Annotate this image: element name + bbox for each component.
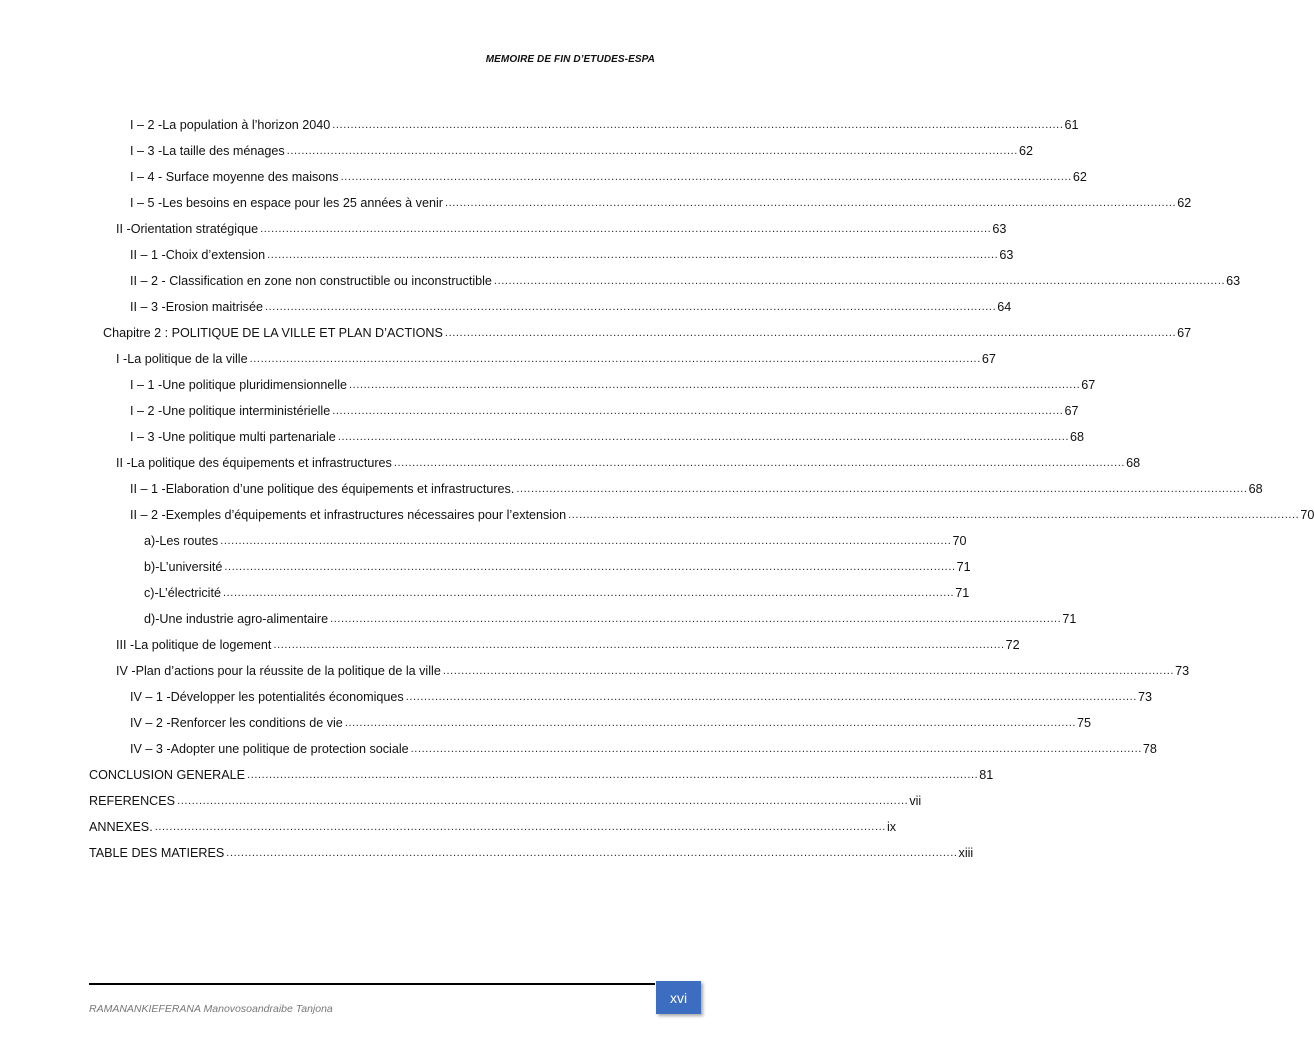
toc-entry-page: vii	[909, 794, 922, 808]
toc-entry[interactable]	[89, 528, 967, 554]
toc-entry-page: 72	[1005, 638, 1020, 652]
toc-entry-page: ix	[886, 820, 897, 834]
toc-entry[interactable]	[89, 112, 1079, 138]
running-header: MEMOIRE DE FIN D’ETUDES-ESPA	[485, 54, 655, 65]
toc-entry[interactable]	[89, 346, 996, 372]
toc-dot-leader: ........................................................................................................................................................................................................	[340, 171, 1072, 183]
toc-entry-title: Chapitre 2 : POLITIQUE DE LA VILLE ET PLAN D’ACTIONS	[103, 326, 443, 340]
toc-dot-leader: ........................................................................................................................................................................................................	[568, 509, 1300, 521]
toc-entry-page: 68	[1126, 456, 1141, 470]
toc-dot-leader: ........................................................................................................................................................................................................	[516, 483, 1248, 495]
toc-entry[interactable]	[89, 476, 1263, 502]
toc-entry[interactable]	[89, 684, 1152, 710]
toc-entry-title: I – 5 -Les besoins en espace pour les 25 années à venir	[130, 196, 443, 210]
toc-dot-leader: ........................................................................................................................................................................................................	[337, 431, 1070, 443]
toc-entry[interactable]	[89, 710, 1092, 736]
table-of-contents	[89, 112, 1314, 866]
toc-entry-title: d)-Une industrie agro-alimentaire	[144, 612, 329, 626]
toc-entry-page: 73	[1137, 690, 1152, 704]
toc-dot-leader: ........................................................................................................................................................................................................	[330, 613, 1062, 625]
toc-entry-title: I -La politique de la ville	[116, 352, 248, 366]
toc-entry-title: I – 1 -Une politique pluridimensionnelle	[130, 378, 348, 392]
toc-entry[interactable]	[89, 736, 1157, 762]
toc-entry-page: 70	[1300, 508, 1314, 522]
footer-divider	[89, 983, 655, 985]
toc-entry-page: 61	[1064, 118, 1079, 132]
toc-dot-leader: ........................................................................................................................................................................................................	[444, 327, 1177, 339]
toc-entry[interactable]	[89, 632, 1020, 658]
toc-dot-leader: ........................................................................................................................................................................................................	[273, 639, 1005, 651]
toc-entry-title: I – 2 -La population à l’horizon 2040	[130, 118, 331, 132]
toc-entry[interactable]	[89, 424, 1085, 450]
toc-dot-leader: ........................................................................................................................................................................................................	[224, 561, 956, 573]
toc-entry-page: 62	[1072, 170, 1087, 184]
toc-entry[interactable]	[89, 268, 1241, 294]
toc-entry-page: 81	[979, 768, 994, 782]
toc-dot-leader: ........................................................................................................................................................................................................	[493, 275, 1226, 287]
toc-entry[interactable]	[89, 450, 1141, 476]
toc-entry-title: II -Orientation stratégique	[116, 222, 259, 236]
toc-entry-page: 62	[1018, 144, 1033, 158]
toc-dot-leader: ........................................................................................................................................................................................................	[332, 405, 1064, 417]
toc-entry-title: II – 1 -Choix d’extension	[130, 248, 266, 262]
toc-entry-title: II – 3 -Erosion maitrisée	[130, 300, 263, 314]
toc-entry-title: b)-L’université	[144, 560, 223, 574]
toc-entry-title: I – 4 - Surface moyenne des maisons	[130, 170, 339, 184]
toc-entry-page: xiii	[958, 846, 974, 860]
toc-entry-page: 63	[999, 248, 1014, 262]
toc-entry[interactable]	[89, 372, 1096, 398]
toc-entry[interactable]	[89, 762, 994, 788]
toc-entry[interactable]	[89, 138, 1033, 164]
toc-entry-page: 70	[952, 534, 967, 548]
toc-entry[interactable]	[89, 216, 1007, 242]
toc-entry[interactable]	[89, 190, 1192, 216]
toc-entry[interactable]	[89, 398, 1079, 424]
toc-dot-leader: ........................................................................................................................................................................................................	[393, 457, 1126, 469]
toc-entry-page: 71	[1062, 612, 1077, 626]
toc-entry-title: IV – 2 -Renforcer les conditions de vie	[130, 716, 343, 730]
toc-dot-leader: ........................................................................................................................................................................................................	[444, 197, 1177, 209]
toc-entry[interactable]	[89, 658, 1190, 684]
toc-entry-page: 64	[997, 300, 1012, 314]
page-number-badge: xvi	[656, 981, 701, 1014]
toc-dot-leader: ........................................................................................................................................................................................................	[154, 821, 886, 833]
toc-entry-page: 67	[1081, 378, 1096, 392]
toc-entry[interactable]	[89, 606, 1077, 632]
toc-entry-title: I – 3 -La taille des ménages	[130, 144, 285, 158]
toc-entry-page: 75	[1077, 716, 1092, 730]
toc-dot-leader: ........................................................................................................................................................................................................	[247, 769, 979, 781]
toc-entry-page: 63	[992, 222, 1007, 236]
toc-dot-leader: ........................................................................................................................................................................................................	[405, 691, 1137, 703]
toc-dot-leader: ........................................................................................................................................................................................................	[286, 145, 1018, 157]
footer-author: RAMANANKIEFERANA Manovosoandraibe Tanjona	[89, 1003, 333, 1015]
toc-entry-page: 67	[981, 352, 996, 366]
toc-entry-title: TABLE DES MATIERES	[89, 846, 225, 860]
toc-entry-title: I – 3 -Une politique multi partenariale	[130, 430, 336, 444]
toc-entry-title: III -La politique de logement	[116, 638, 272, 652]
toc-entry-title: II – 2 - Classification en zone non constructible ou inconstructible	[130, 274, 492, 288]
toc-entry-title: c)-L’électricité	[144, 586, 221, 600]
toc-entry-page: 71	[955, 586, 970, 600]
toc-entry-page: 73	[1175, 664, 1190, 678]
toc-dot-leader: ........................................................................................................................................................................................................	[349, 379, 1081, 391]
toc-entry-page: 63	[1226, 274, 1241, 288]
toc-dot-leader: ........................................................................................................................................................................................................	[442, 665, 1175, 677]
toc-entry-title: II – 1 -Elaboration d’une politique des équipements et infrastructures.	[130, 482, 515, 496]
toc-entry-title: REFERENCES	[89, 794, 176, 808]
toc-entry[interactable]	[89, 294, 1012, 320]
toc-entry[interactable]	[89, 164, 1087, 190]
toc-entry-title: II -La politique des équipements et infrastructures	[116, 456, 392, 470]
toc-dot-leader: ........................................................................................................................................................................................................	[410, 743, 1142, 755]
toc-entry-page: 67	[1177, 326, 1192, 340]
toc-entry-page: 68	[1070, 430, 1085, 444]
toc-dot-leader: ........................................................................................................................................................................................................	[260, 223, 992, 235]
toc-entry[interactable]	[89, 242, 1014, 268]
toc-entry-title: I – 2 -Une politique interministérielle	[130, 404, 331, 418]
toc-dot-leader: ........................................................................................................................................................................................................	[222, 587, 955, 599]
toc-entry[interactable]	[89, 814, 897, 840]
toc-entry-title: IV – 1 -Développer les potentialités économiques	[130, 690, 404, 704]
toc-entry-page: 78	[1142, 742, 1157, 756]
toc-entry-page: 62	[1177, 196, 1192, 210]
toc-dot-leader: ........................................................................................................................................................................................................	[220, 535, 952, 547]
toc-dot-leader: ........................................................................................................................................................................................................	[344, 717, 1077, 729]
toc-entry[interactable]	[89, 320, 1192, 346]
toc-entry[interactable]	[89, 502, 1314, 528]
toc-dot-leader: ........................................................................................................................................................................................................	[226, 847, 958, 859]
toc-entry-title: ANNEXES.	[89, 820, 153, 834]
toc-entry-title: IV -Plan d’actions pour la réussite de la politique de la ville	[116, 664, 441, 678]
toc-entry-title: a)-Les routes	[144, 534, 219, 548]
toc-entry-page: 67	[1064, 404, 1079, 418]
toc-dot-leader: ........................................................................................................................................................................................................	[249, 353, 981, 365]
toc-dot-leader: ........................................................................................................................................................................................................	[332, 119, 1064, 131]
toc-dot-leader: ........................................................................................................................................................................................................	[265, 301, 997, 313]
toc-dot-leader: ........................................................................................................................................................................................................	[267, 249, 999, 261]
toc-entry-title: II – 2 -Exemples d’équipements et infrastructures nécessaires pour l’extension	[130, 508, 567, 522]
toc-entry[interactable]	[89, 840, 974, 866]
toc-entry[interactable]	[89, 580, 970, 606]
toc-entry-page: 71	[956, 560, 971, 574]
toc-entry-page: 68	[1248, 482, 1263, 496]
toc-entry-title: CONCLUSION GENERALE	[89, 768, 246, 782]
toc-dot-leader: ........................................................................................................................................................................................................	[177, 795, 909, 807]
toc-entry[interactable]	[89, 788, 922, 814]
toc-entry-title: IV – 3 -Adopter une politique de protection sociale	[130, 742, 409, 756]
toc-entry[interactable]	[89, 554, 971, 580]
